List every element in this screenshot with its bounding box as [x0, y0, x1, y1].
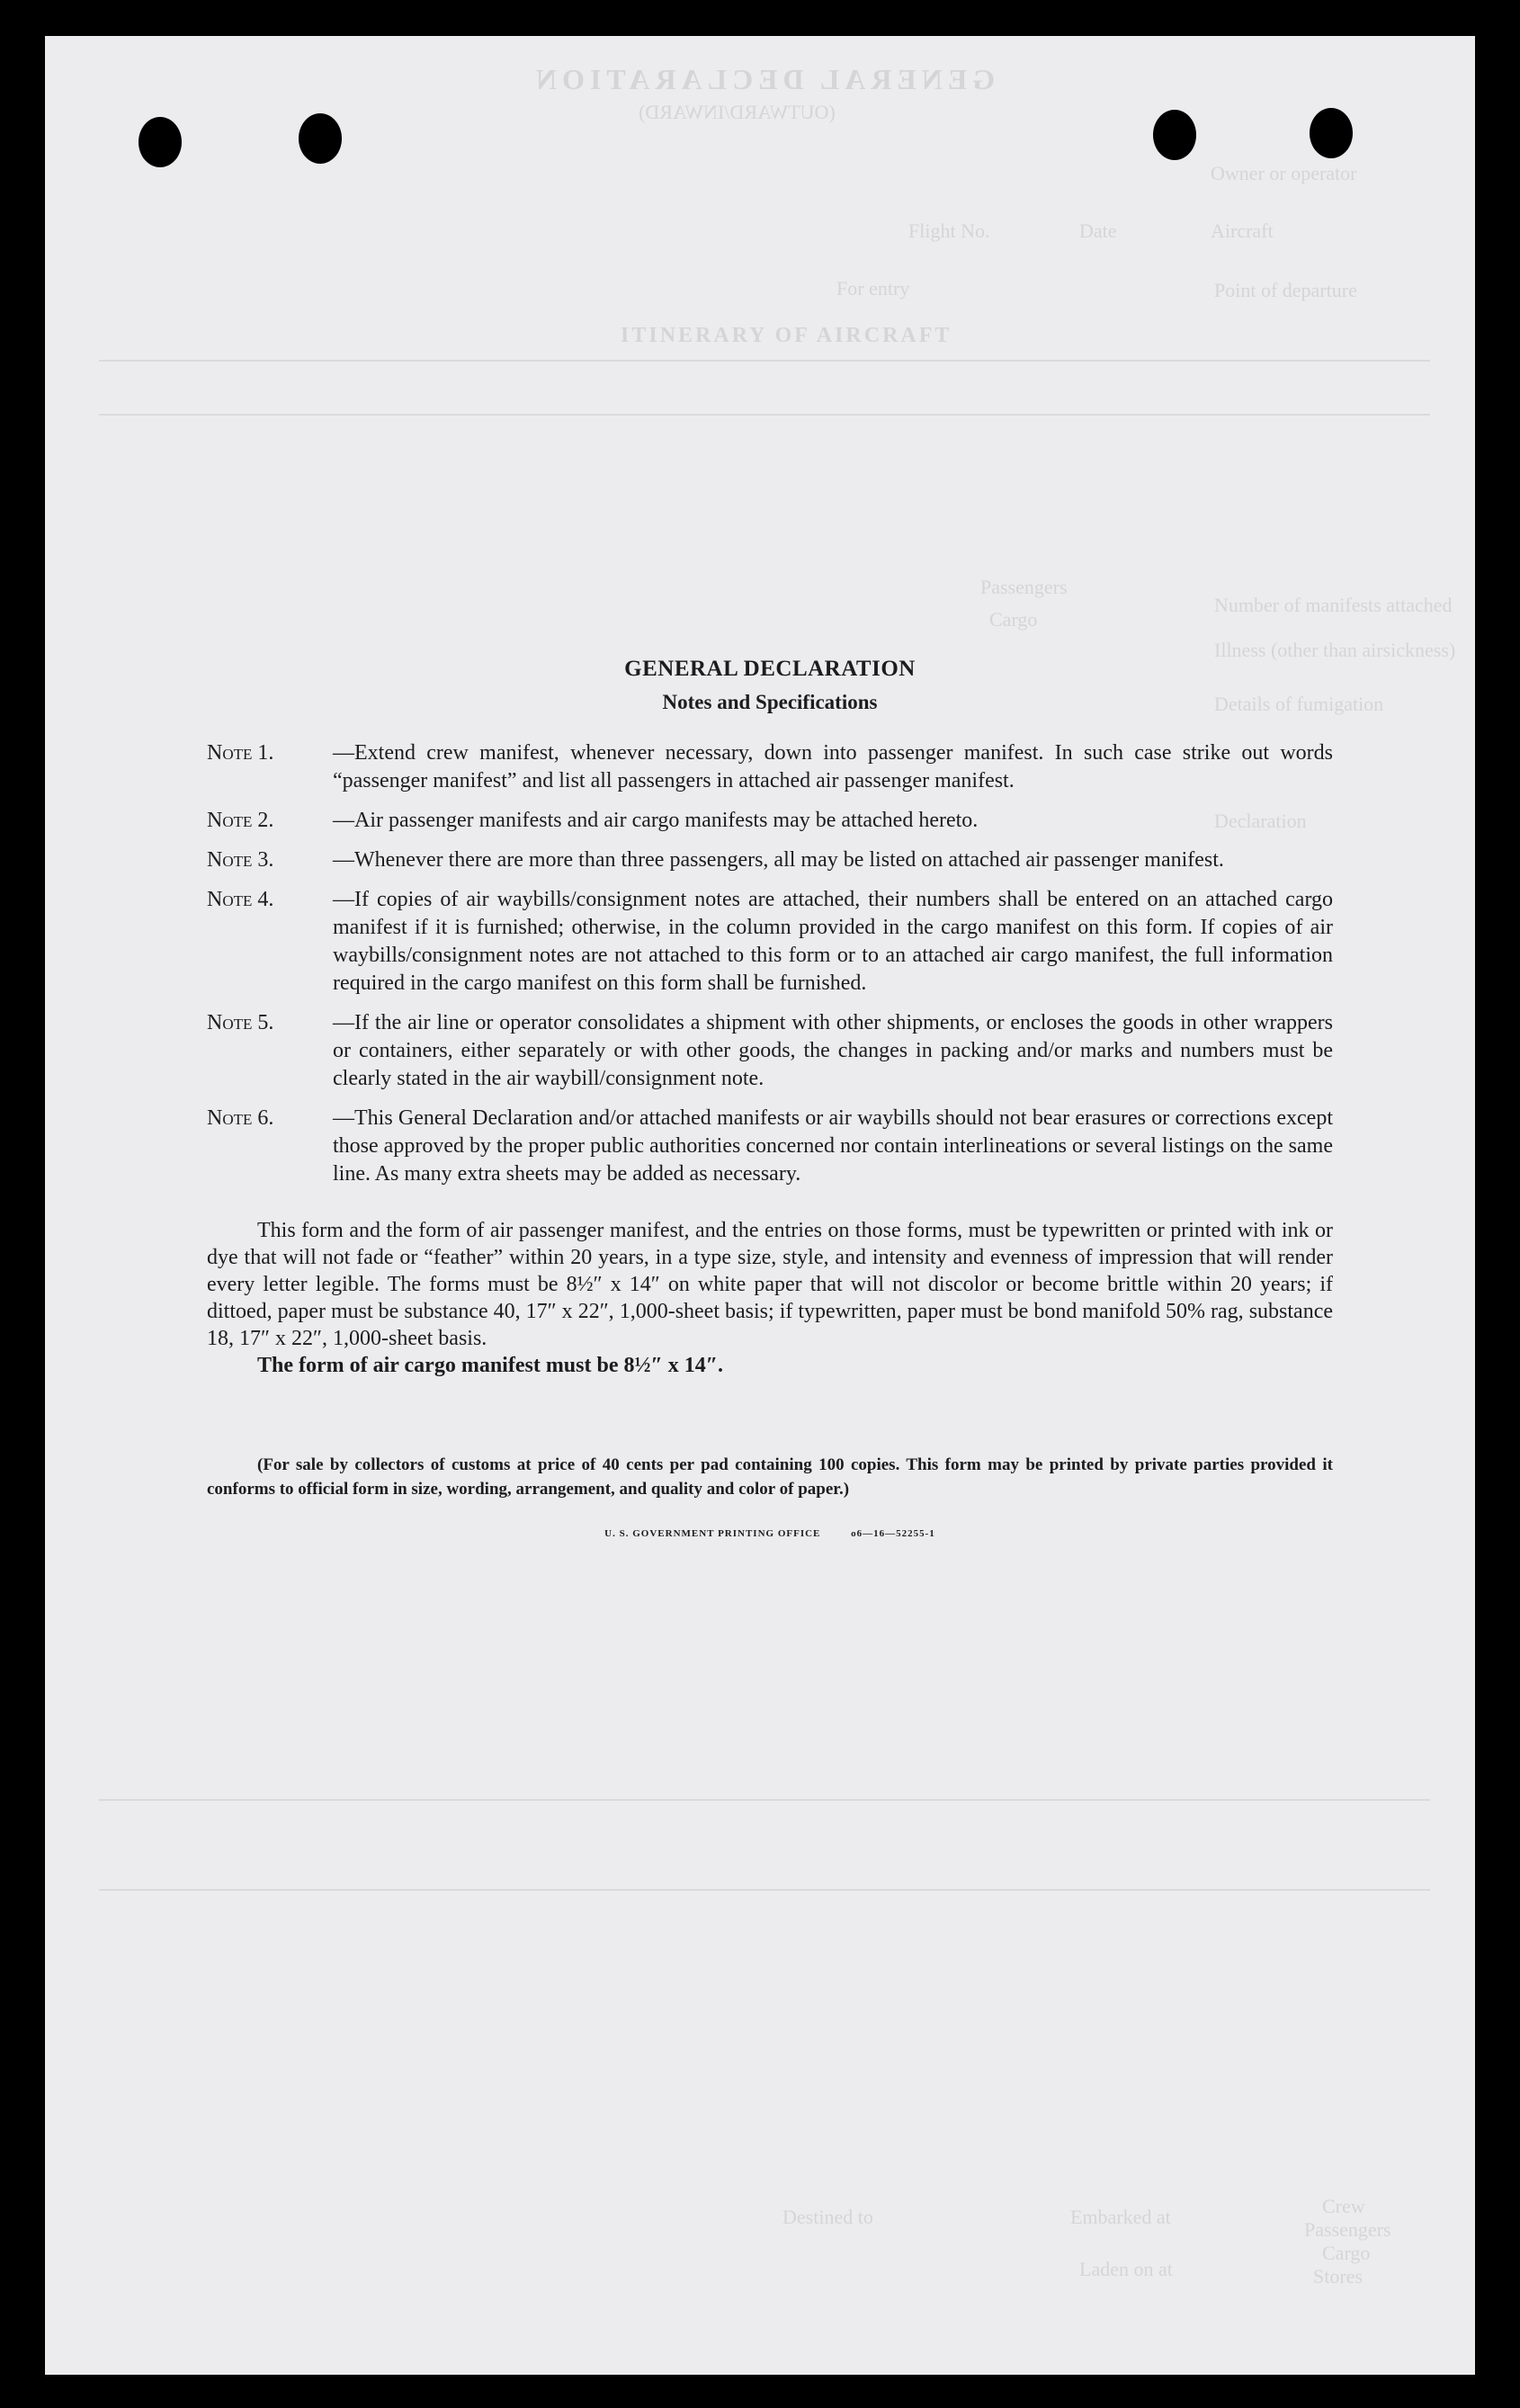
bleed-title: GENERAL DECLARATION	[531, 63, 996, 95]
note-label: Note 2.	[207, 809, 274, 832]
bleed-date: Date	[1079, 219, 1117, 242]
bleed-flight: Flight No.	[908, 219, 990, 242]
note-6	[207, 1105, 1333, 1188]
bleed-subtitle: (OUTWARD/INWARD)	[639, 101, 836, 123]
bleed-rule	[99, 1889, 1430, 1891]
bleed-number-manifests: Number of manifests attached	[1214, 594, 1453, 616]
bleed-point: Point of departure	[1214, 279, 1357, 301]
note-label: Note 5.	[207, 1011, 274, 1034]
punch-hole	[1310, 108, 1353, 158]
note-label: Note 3.	[207, 848, 274, 872]
specification-paragraph: This form and the form of air passenger manifest, and the entries on those forms, must be typewritten or printed with ink or dye that will not fade or “feather” within 20 years, in a type size, style, and intensity and evenness of impression that will render every letter legible. The forms must be 8½″ x 14″ on white paper that will not discolor or become brittle within 20 years; if dittoed, paper must be substance 40, 17″ x 22″, 1,000-sheet basis; if typewritten, paper must be bond manifold 50% rag, substance 18, 17″ x 22″, 1,000-sheet basis.	[207, 1219, 1333, 1350]
bleed-lower-stores: Stores	[1313, 2265, 1363, 2287]
notes-and-specifications	[207, 657, 1333, 1539]
note-label: Note 4.	[207, 888, 274, 911]
note-text: —This General Declaration and/or attached manifests or air waybills should not bear erasures or corrections except those approved by the proper public authorities concerned nor contain interlineations or several listings on the same line. As many extra sheets may be added as necessary.	[333, 1106, 1333, 1186]
document-page	[45, 36, 1475, 2375]
bleed-declaration: Declaration	[1214, 810, 1307, 832]
note-label: Note 6.	[207, 1106, 274, 1130]
note-4	[207, 886, 1333, 998]
bleed-fumigation: Details of fumigation	[1214, 693, 1384, 715]
bleed-passengers: Passengers	[980, 576, 1068, 598]
note-text: —Air passenger manifests and air cargo manifests may be attached hereto.	[333, 809, 979, 832]
bleed-itinerary: ITINERARY OF AIRCRAFT	[621, 324, 952, 347]
gpo-code: o6—16—52255-1	[851, 1528, 935, 1539]
bleed-cargo: Cargo	[989, 608, 1038, 631]
bleed-for-entry: For entry	[836, 277, 910, 300]
punch-hole	[139, 117, 182, 167]
bleed-embarked: Embarked at	[1070, 2206, 1171, 2228]
bleed-lower-passengers: Passengers	[1304, 2218, 1391, 2241]
note-3	[207, 846, 1333, 874]
bleed-aircraft: Aircraft	[1211, 219, 1274, 242]
note-text: —If the air line or operator consolidates a shipment with other shipments, or encloses the goods in other wrappers or containers, either separately or with other goods, the changes in packing and/or marks and numbers must be clearly stated in the air waybill/consignment note.	[333, 1011, 1333, 1090]
bleed-rule	[99, 414, 1430, 416]
bleed-destined: Destined to	[782, 2206, 873, 2228]
note-5	[207, 1009, 1333, 1093]
sale-note: (For sale by collectors of customs at price of 40 cents per pad containing 100 copies. This form may be printed by private parties provided it conforms to official form in size, wording, arrangement, and quality and color of paper.)	[207, 1455, 1333, 1499]
punch-hole	[1153, 110, 1196, 160]
gpo-name: U. S. GOVERNMENT PRINTING OFFICE	[604, 1528, 821, 1539]
bleed-illness: Illness (other than airsickness)	[1214, 639, 1456, 661]
note-2	[207, 807, 1333, 835]
page-subtitle: Notes and Specifications	[662, 691, 878, 713]
bleed-lower-cargo: Cargo	[1322, 2242, 1371, 2264]
punch-hole	[299, 113, 342, 164]
note-text: —Whenever there are more than three passengers, all may be listed on attached air passenger manifest.	[333, 848, 1224, 872]
bleed-laden: Laden on at	[1079, 2258, 1173, 2280]
note-text: —Extend crew manifest, whenever necessary, down into passenger manifest. In such case strike out words “passenger manifest” and list all passengers in attached air passenger manifest.	[333, 741, 1333, 792]
bleed-rule	[99, 1799, 1430, 1801]
bleed-owner: Owner or operator	[1211, 162, 1357, 184]
note-1	[207, 739, 1333, 795]
page-title: GENERAL DECLARATION	[624, 657, 916, 681]
bleed-crew: Crew	[1322, 2195, 1365, 2217]
note-label: Note 1.	[207, 741, 274, 765]
cargo-manifest-size: The form of air cargo manifest must be 8½″ x 14″.	[257, 1354, 723, 1377]
printing-office-line	[207, 1528, 1333, 1539]
bleed-rule	[99, 360, 1430, 362]
note-text: —If copies of air waybills/consignment notes are attached, their numbers shall be entered on an attached cargo manifest if it is furnished; otherwise, in the column provided in the cargo manifest on this form. If copies of air waybills/consignment notes are not attached to this form or to an attached air cargo manifest, the full information required in the cargo manifest on this form shall be furnished.	[333, 888, 1333, 995]
